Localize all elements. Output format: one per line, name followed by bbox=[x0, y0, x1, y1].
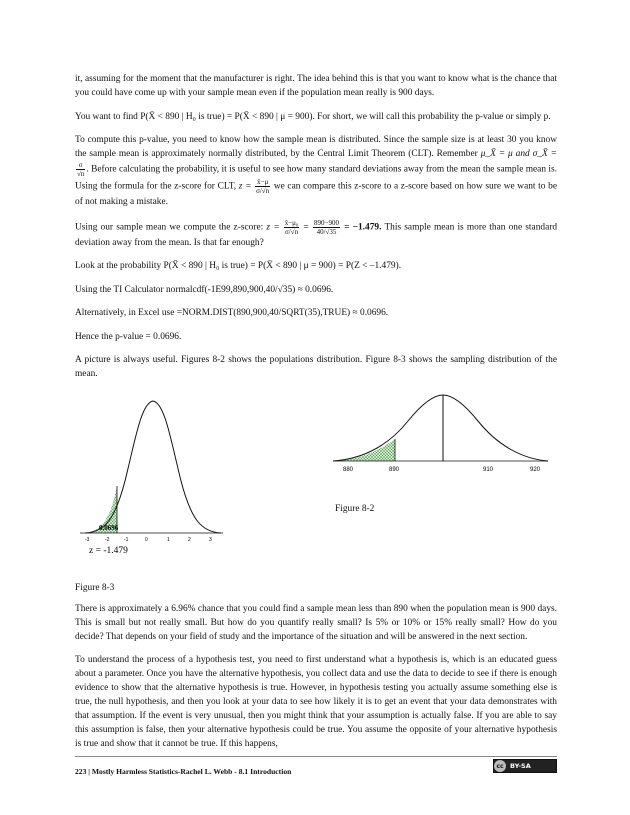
tick-label: 3 bbox=[209, 536, 212, 543]
figure-8-2-population-distribution bbox=[333, 391, 548, 481]
figure-8-3-caption: Figure 8-3 bbox=[75, 582, 115, 593]
paragraph-intro: it, assuming for the moment that the manufacturer is right. The idea behind this is that you want to know what is the chance that you could have come up with your sample mean even if the population mean really is 900 days. bbox=[75, 74, 557, 98]
z-numeric-fraction: $\frac{890-900}{40/√35}$ bbox=[314, 218, 339, 236]
shaded-area-label: 0.0696 bbox=[99, 523, 119, 532]
tick-label: -1 bbox=[124, 536, 129, 543]
paragraph-interpretation: There is approximately a 6.96% chance that you could find a sample mean less than 890 when the population mean is 900 days. This is small but not really small. But how do you quantify really small? Is 5% or 10% or 15% really small? How do you decide? That depends on your field of study and the importance of the situation and will be answered in the next section. bbox=[75, 603, 557, 642]
figures-area bbox=[75, 391, 557, 596]
paragraph-p-value-definition: You want to find P(X̄ < 890 | H₀ is true) = P(X̄ < 890 | μ = 900). For short, we will call this probability the p-value or simply p. bbox=[75, 111, 551, 122]
clt-mean-formula: μ_X̄ = μ and σ_X̄ = bbox=[480, 149, 557, 159]
normal-curve bbox=[85, 401, 221, 533]
cc-icon: cc bbox=[494, 760, 506, 772]
paragraph-hypothesis-test: To understand the process of a hypothesis test, you need to first understand what a hypothesis is, which is an educated guess about a parameter. Once you have the alternative hypothesis, you collect data and use the data to decide to see if there is enough evidence to show that the alternative hypothesis is true. However, in hypothesis testing you actually assume something else is true, the null hypothesis, and then you look at your data to see how likely it is to get an event that your data demonstrates with that assumption. If the event is very unusual, then you might think that your assumption is actually false. If you are able to say this assumption is false, then your alternative hypothesis could be true. You assume the opposite of your alternative hypothesis is true and show that it cannot be true. If this happens, bbox=[75, 655, 557, 749]
tick-label: 890 bbox=[389, 466, 400, 473]
paragraph-probability: Look at the probability P(X̄ < 890 | H₀ is true) = P(X̄ < 890 | μ = 900) = P(Z < –1.479). bbox=[75, 261, 402, 271]
z-value: = −1.479. bbox=[344, 222, 382, 233]
clt-text-c: Before calculating the probability, it is useful to see how many standard deviations away from the mean the sample mean is. Using the formula for the z-score for CLT, bbox=[75, 164, 558, 192]
figure-8-2-caption: Figure 8-2 bbox=[335, 503, 375, 514]
paragraph-picture: A picture is always useful. Figures 8-2 shows the populations distribution. Figure 8-3 shows the sampling distribution of the mean. bbox=[75, 355, 557, 379]
paragraph-p-value: Hence the p-value = 0.0696. bbox=[75, 331, 182, 342]
license-label: BY-SA bbox=[510, 762, 531, 770]
figure-8-3-sampling-distribution bbox=[75, 391, 225, 576]
page-footer bbox=[75, 756, 557, 775]
tick-label: 920 bbox=[530, 466, 541, 473]
z-formula-fraction: $\frac{x̄-\mu}{\sigma/√n}$ bbox=[256, 178, 270, 195]
tick-label: 910 bbox=[483, 466, 494, 473]
paragraph-clt: To compute this p-value, you need to know how the sample mean is distributed. Since the sample size is at least 30 you know the sample mean is approximately normally distributed, by the Central Limit Theorem (CLT). Remember μ_X̄ = μ and σ_X̄ = $\frac{\sigma}{√n}$ . Before calculating the probability, it is useful to see how many standard deviations away from the mean the sample mean is. Using the formula for the z-score for CLT, z = $\frac{x̄-\mu}{\sigma/√n}$ we can compare this z-score to a z-score based on how sure we want to be of not making a mistake. bbox=[75, 135, 558, 207]
normal-curve bbox=[333, 395, 548, 461]
tick-label: 1 bbox=[167, 536, 170, 543]
paragraph-excel: Alternatively, in Excel use =NORM.DIST(890,900,40/SQRT(35),TRUE) ≈ 0.0696. bbox=[75, 308, 389, 318]
tick-label: -2 bbox=[105, 536, 110, 543]
footer-text: 223 | Mostly Harmless Statistics-Rachel L. Webb - 8.1 Introduction bbox=[75, 767, 292, 776]
clt-text-a: To compute this p-value, you need to know how the sample mean is distributed. Since the sample size is at least 30 you know the sample mean is approximately normally distributed, by the Central Limit Theorem (CLT). Remember bbox=[75, 135, 557, 159]
tick-label: -3 bbox=[85, 536, 90, 543]
page-content bbox=[75, 72, 557, 761]
tick-label: 0 bbox=[145, 536, 148, 543]
tick-label: 2 bbox=[188, 536, 191, 543]
clt-text-d: we can compare this z-score to a z-score based on how sure we want to be of not making a mistake. bbox=[75, 181, 557, 207]
sigma-over-sqrt-n: $\frac{\sigma}{√n}$ bbox=[77, 161, 85, 178]
z-general-fraction: $\frac{\text{x̄−μ₀}}{\sigma/√n}$ bbox=[284, 218, 299, 236]
tick-label: 880 bbox=[343, 466, 354, 473]
cc-license-badge bbox=[493, 759, 557, 773]
z-formula-label: z = bbox=[238, 181, 252, 192]
paragraph-ti-calculator: Using the TI Calculator normalcdf(-1E99,890,900,40/√35) ≈ 0.0696. bbox=[75, 284, 334, 295]
paragraph-z-score: Using our sample mean we compute the z-score: z = $\frac{\text{x̄−μ₀}}{\sigma/√n}$ = $\frac{890-900}{40/√35}$ = −1.479. This sample mean is more than one standard deviation away from the mean. Is that far enough? bbox=[75, 218, 558, 248]
z-annotation: z = -1.479 bbox=[89, 545, 128, 556]
